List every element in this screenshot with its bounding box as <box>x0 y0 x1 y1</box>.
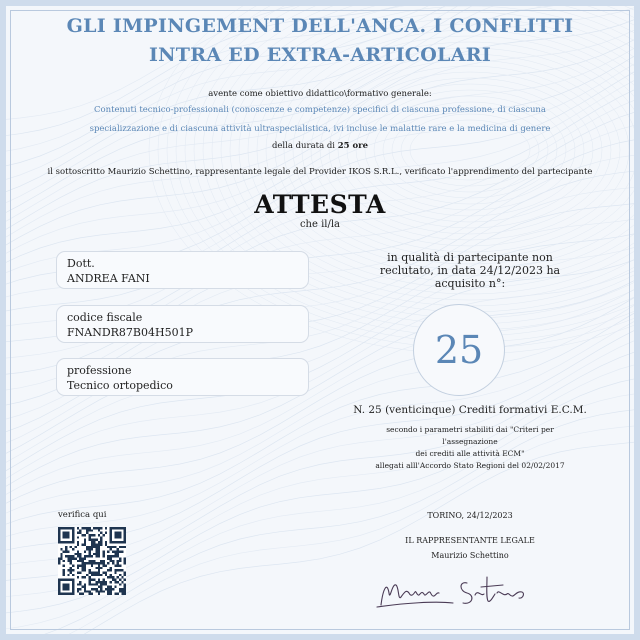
signature <box>375 567 545 613</box>
acquisition-line-1: in qualità di partecipante non <box>387 251 553 264</box>
credits-text: N. 25 (venticinque) Crediti formativi E.C.M. <box>353 404 587 416</box>
participant-name-box <box>56 251 309 289</box>
duration-value: 25 ore <box>337 141 369 151</box>
verify-label: verifica qui <box>58 510 107 520</box>
legal-rep-name: Maurizio Schettino <box>431 551 509 560</box>
params-line-3: dei crediti alle attività ECM" <box>415 449 525 458</box>
fiscal-code-label: codice fiscale <box>67 311 143 324</box>
params-line-1: secondo i parametri stabiliti dai "Criteri per <box>386 425 554 434</box>
participant-name: ANDREA FANI <box>67 272 150 285</box>
qr-code-icon[interactable] <box>58 527 126 595</box>
course-title: GLI IMPINGEMENT DELL'ANCA. I CONFLITTI INTRA ED EXTRA-ARTICOLARI <box>66 15 574 66</box>
fiscal-code-value: FNANDR87B04H501P <box>67 326 193 339</box>
objective-intro: avente come obiettivo didattico\formativo generale: <box>208 89 432 99</box>
params-line-2: l'assegnazione <box>442 437 498 446</box>
objective-line-2: specializzazione e di ciascuna attività ultraspecialistica, ivi incluse le malattie rare e la medicina di genere <box>89 124 551 134</box>
params-line-4: allegati alll'Accordo Stato Regioni del 02/02/2017 <box>375 461 565 470</box>
acquisition-text <box>335 251 605 290</box>
participant-title: Dott. <box>67 257 95 270</box>
duration <box>20 141 620 151</box>
fiscal-code-box <box>56 305 309 343</box>
duration-prefix: della durata di <box>271 141 338 151</box>
che-il-la: che il/la <box>299 219 341 230</box>
objective-line-1: Contenuti tecnico-professionali (conoscenze e competenze) specifici di ciascuna professione, di ciascuna <box>94 105 546 115</box>
profession-label: professione <box>67 364 132 377</box>
acquisition-line-2: reclutato, in data 24/12/2023 ha <box>379 264 561 277</box>
declaration: il sottoscritto Maurizio Schettino, rappresentante legale del Provider IKOS S.R.L., verificato l'apprendimento del partecipante <box>47 167 593 177</box>
attesta-heading: ATTESTA <box>254 190 386 219</box>
params-text <box>335 424 605 472</box>
profession-box <box>56 358 309 396</box>
profession-value: Tecnico ortopedico <box>67 379 173 392</box>
credits-circle: 25 <box>413 304 505 396</box>
place-date: TORINO, 24/12/2023 <box>427 511 513 520</box>
legal-rep-title: IL RAPPRESENTANTE LEGALE <box>405 536 535 545</box>
acquisition-line-3: acquisito n°: <box>434 277 506 290</box>
